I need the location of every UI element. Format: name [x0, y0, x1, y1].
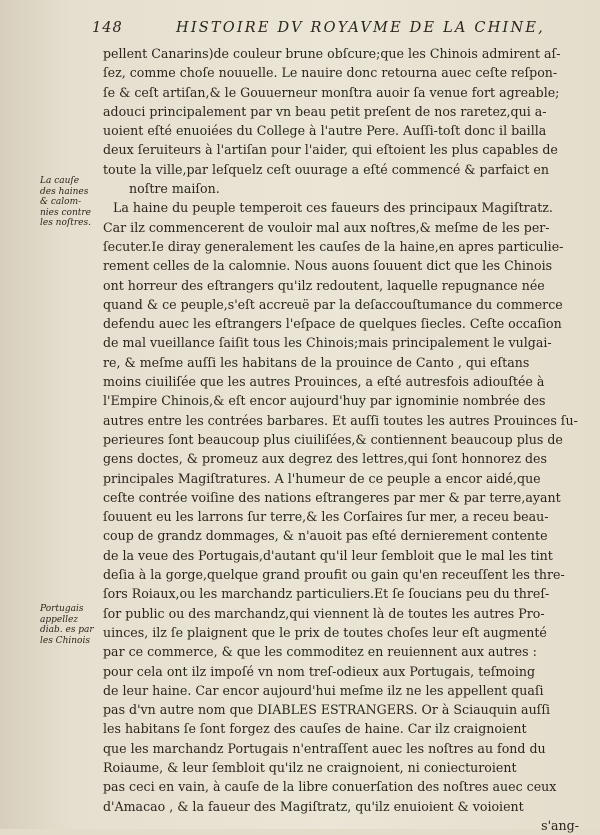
- body-line: Roiaume, & leur ſembloit qu'ilz ne craignoient, ni coniecturoient: [103, 759, 517, 775]
- body-line: deux ſeruiteurs à l'artiſan pour l'aider, qui eſtoient les plus capables de: [103, 142, 558, 158]
- body-line: ceſte contrée voiſine des nations eſtrangeres par mer & par terre,ayant: [103, 489, 561, 505]
- body-line: quand & ce peuple,s'eſt accreuë par la deſaccouſtumance du commerce: [103, 296, 563, 312]
- page-number: 148: [92, 20, 123, 36]
- body-line: pas ceci en vain, à cauſe de la libre conuerſation des noſtres auec ceux: [103, 779, 557, 795]
- body-line: que les marchandz Portugais n'entraſſent auec les noſtres au fond du: [103, 740, 546, 756]
- body-line: La haine du peuple temperoit ces faueurs des principaux Magiſtratz.: [113, 200, 553, 216]
- body-line: par ce commerce, & que les commoditez en reuiennent aux autres :: [103, 644, 537, 660]
- margin-note-causes-of-hatred: [40, 176, 91, 229]
- body-line: rement celles de la calomnie. Nous auons ſouuent dict que les Chinois: [103, 258, 553, 274]
- body-line: ſors Roiaux,ou les marchandz particuliers.Et ſe ſoucians peu du threſ-: [103, 586, 550, 602]
- margin-note-line: diab. es par: [40, 625, 94, 635]
- margin-note-line: les Chinois: [40, 635, 90, 646]
- body-line: ſez, comme choſe nouuelle. Le nauire donc retourna auec ceſte reſpon-: [103, 65, 558, 81]
- margin-note-portuguese-devils: [40, 604, 94, 646]
- body-line: adouci principalement par vn beau petit preſent de nos raretez,qui a-: [103, 103, 547, 119]
- body-line: pas d'vn autre nom que DIABLES ESTRANGERS. Or à Sciauquin auſſi: [103, 702, 551, 718]
- body-line: re, & meſme auſſi les habitans de la prouince de Canto , qui eſtans: [103, 354, 530, 370]
- body-line: de la veue des Portugais,d'autant qu'il leur ſembloit que le mal les tint: [103, 547, 553, 563]
- margin-note-line: des haines: [40, 186, 89, 197]
- margin-note-line: & calom-: [40, 197, 82, 207]
- body-line: deſia à la gorge,quelque grand proufit ou gain qu'en receuſſent les thre-: [103, 567, 565, 583]
- catchword: s'ang-: [541, 817, 579, 833]
- body-line: Car ilz commencerent de vouloir mal aux noſtres,& meſme de les per-: [103, 219, 550, 235]
- body-text: [103, 44, 583, 835]
- body-line: d'Amacao , & la faueur des Magiſtratz, qu'ilz enuioient & voioient: [103, 798, 524, 814]
- body-line: perieures ſont beaucoup plus ciuiliſées,& contiennent beaucoup plus de: [103, 431, 563, 447]
- margin-note-line: Portugais: [40, 604, 84, 614]
- margin-note-line: appellez: [40, 614, 79, 625]
- running-header: [92, 20, 572, 42]
- body-line: ſecuter.Ie diray generalement les cauſes de la haine,en apres particulie-: [103, 238, 564, 254]
- body-line: de leur haine. Car encor aujourd'hui meſme ilz ne les appellent quaſi: [103, 682, 544, 698]
- body-line: gens doctes, & promeuz aux degrez des lettres,qui ſont honnorez des: [103, 451, 547, 467]
- running-title: HISTOIRE DV ROYAVME DE LA CHINE,: [176, 20, 545, 36]
- body-line: toute la ville,par leſquelz ceſt ouurage a eſté commencé & parfaict en: [103, 161, 549, 177]
- body-line: coup de grandz dommages, & n'auoit pas eſté dernierement contente: [103, 528, 548, 544]
- body-line: defendu auec les eſtrangers l'eſpace de quelques ſiecles. Ceſte occaſion: [103, 316, 562, 332]
- body-line: les habitans ſe ſont forgez des cauſes de haine. Car ilz craignoient: [103, 721, 527, 737]
- margin-note-line: nies contre: [40, 207, 91, 218]
- body-line: moins ciuiliſée que les autres Prouinces, a eſté autresfois adiouſtée à: [103, 374, 545, 390]
- body-line: pellent Canarins)de couleur brune obſcure;que les Chinois admirent aſ-: [103, 46, 561, 61]
- body-line: uinces, ilz ſe plaignent que le prix de toutes choſes leur eſt augmenté: [103, 624, 547, 640]
- body-line: principales Magiſtratures. A l'humeur de ce peuple a encor aidé,que: [103, 470, 541, 486]
- body-line: noſtre maiſon.: [129, 181, 220, 197]
- body-line: de mal vueillance ſaiſit tous les Chinois;mais principalement le vulgai-: [103, 335, 552, 351]
- margin-note-line: les noſtres.: [40, 218, 91, 228]
- margin-note-line: La cauſe: [40, 176, 80, 186]
- body-line: pour cela ont ilz impoſé vn nom treſ-odieux aux Portugais, teſmoing: [103, 663, 536, 679]
- body-line: ont horreur des eſtrangers qu'ilz redoutent, laquelle repugnance née: [103, 277, 545, 293]
- body-line: autres entre les contrées barbares. Et auſſi toutes les autres Prouinces ſu-: [103, 412, 578, 428]
- body-line: ſor public ou des marchandz,qui viennent là de toutes les autres Pro-: [103, 605, 545, 621]
- body-line: l'Empire Chinois,& eſt encor aujourd'huy par ignominie nombrée des: [103, 393, 546, 409]
- body-line: ſe & ceſt artiſan,& le Gouuerneur monſtra auoir ſa venue fort agreable;: [103, 84, 560, 100]
- body-line: ſouuent eu les larrons ſur terre,& les Corſaires ſur mer, a receu beau-: [103, 509, 549, 525]
- body-line: uoient eſté enuoiées du College à l'autre Pere. Auſſi-toſt donc il bailla: [103, 123, 547, 139]
